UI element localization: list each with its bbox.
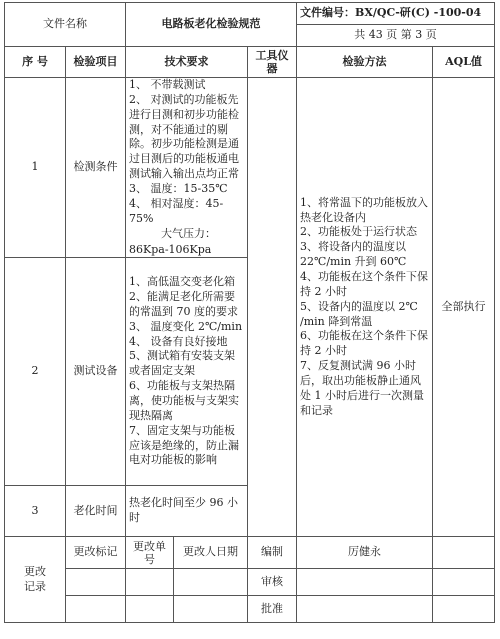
method-line: 7、反复测试满 96 小时后，取出功能板静止通风处 1 小时后进行一次测量和记录 [300, 359, 425, 417]
tech-line: 1、 不带载测试 [129, 78, 206, 91]
change-record-label: 更改记录 [5, 537, 66, 623]
inspection-spec-table [4, 2, 495, 623]
empty-cell [126, 569, 174, 596]
approve-label: 批准 [248, 596, 297, 623]
row-item: 检测条件 [66, 78, 126, 258]
review-label: 审核 [248, 569, 297, 596]
tech-line: 2、 对测试的功能板先进行目测和初步功能检测，对不能通过的剔除。初步功能检测是通过目测后的功能板通电测试输入输出点均正常 [129, 92, 239, 181]
empty-cell [433, 569, 495, 596]
method-line: 6、功能板在这个条件下保持 2 小时 [300, 329, 429, 358]
empty-cell [297, 596, 433, 623]
doc-name-label: 文件名称 [5, 3, 126, 47]
row-tech-requirements [126, 258, 248, 486]
tech-line: 4、 相对湿度：45-75% [129, 196, 224, 225]
tech-line: 5、测试箱有安装支架或者固定支架 [129, 349, 235, 378]
tech-line: 7、固定支架与功能板应该是绝缘的，防止漏电对功能板的影响 [129, 423, 239, 467]
header-row-1 [5, 3, 495, 25]
row-seq: 1 [5, 78, 66, 258]
change-mark-label: 更改标记 [66, 537, 126, 569]
tech-line: 86Kpa-106Kpa [129, 242, 212, 256]
compile-label: 编制 [248, 537, 297, 569]
tech-line: 6、功能板与支架热隔离，使功能板与支架实现热隔离 [129, 379, 239, 422]
doc-number: 文件编号：BX/QC-研(C) -100-04 [297, 3, 495, 25]
page-info: 共 43 页 第 3 页 [297, 25, 495, 47]
col-header-tech: 技术要求 [126, 47, 248, 78]
col-header-tool: 工具仪器 [248, 47, 297, 78]
tech-line: 2、能满足老化所需要的常温到 70 度的要求 [129, 290, 238, 318]
empty-cell [174, 596, 248, 623]
col-header-item: 检验项目 [66, 47, 126, 78]
change-record-row [5, 537, 495, 569]
empty-cell [126, 596, 174, 623]
doc-title: 电路板老化检验规范 [126, 3, 297, 47]
tech-line: 大气压力： [161, 227, 216, 241]
method-line: 2、功能板处于运行状态 [300, 225, 418, 239]
tech-line: 3、 温度变化 2℃/min [129, 319, 243, 333]
row-seq: 3 [5, 486, 66, 537]
empty-cell [66, 596, 126, 623]
col-header-aql: AQL值 [433, 47, 495, 78]
empty-cell [297, 569, 433, 596]
table-row [5, 78, 495, 258]
row-seq: 2 [5, 258, 66, 486]
empty-cell [66, 569, 126, 596]
method-line: 3、将设备内的温度以 22℃/min 升到 60℃ [300, 240, 407, 269]
empty-cell [433, 537, 495, 569]
method-line: 5、设备内的温度以 2℃ /min 降到常温 [300, 299, 418, 328]
change-person-date-label: 更改人日期 [174, 537, 248, 569]
col-header-method: 检验方法 [297, 47, 433, 78]
compiler-name: 厉健永 [297, 537, 433, 569]
column-header-row [5, 47, 495, 78]
tech-line: 1、高低温交变老化箱 [129, 275, 235, 289]
tech-line: 3、 温度：15-35℃ [129, 181, 228, 195]
aql-value: 全部执行 [433, 78, 495, 537]
empty-cell [433, 596, 495, 623]
tech-line: 4、 设备有良好接地 [129, 334, 228, 348]
row-tool [248, 78, 297, 537]
row-tech-requirements [126, 486, 248, 537]
change-no-label: 更改单号 [126, 537, 174, 569]
col-header-seq: 序 号 [5, 47, 66, 78]
row-item: 测试设备 [66, 258, 126, 486]
method-line: 1、将常温下的功能板放入热老化设备内 [300, 195, 429, 224]
method-line: 4、功能板在这个条件下保持 2 小时 [300, 270, 429, 298]
inspection-method [297, 78, 433, 537]
empty-cell [174, 569, 248, 596]
change-record-row [5, 596, 495, 623]
change-record-row [5, 569, 495, 596]
row-item: 老化时间 [66, 486, 126, 537]
tech-line: 热老化时间至少 96 小时 [129, 496, 238, 525]
row-tech-requirements [126, 78, 248, 258]
